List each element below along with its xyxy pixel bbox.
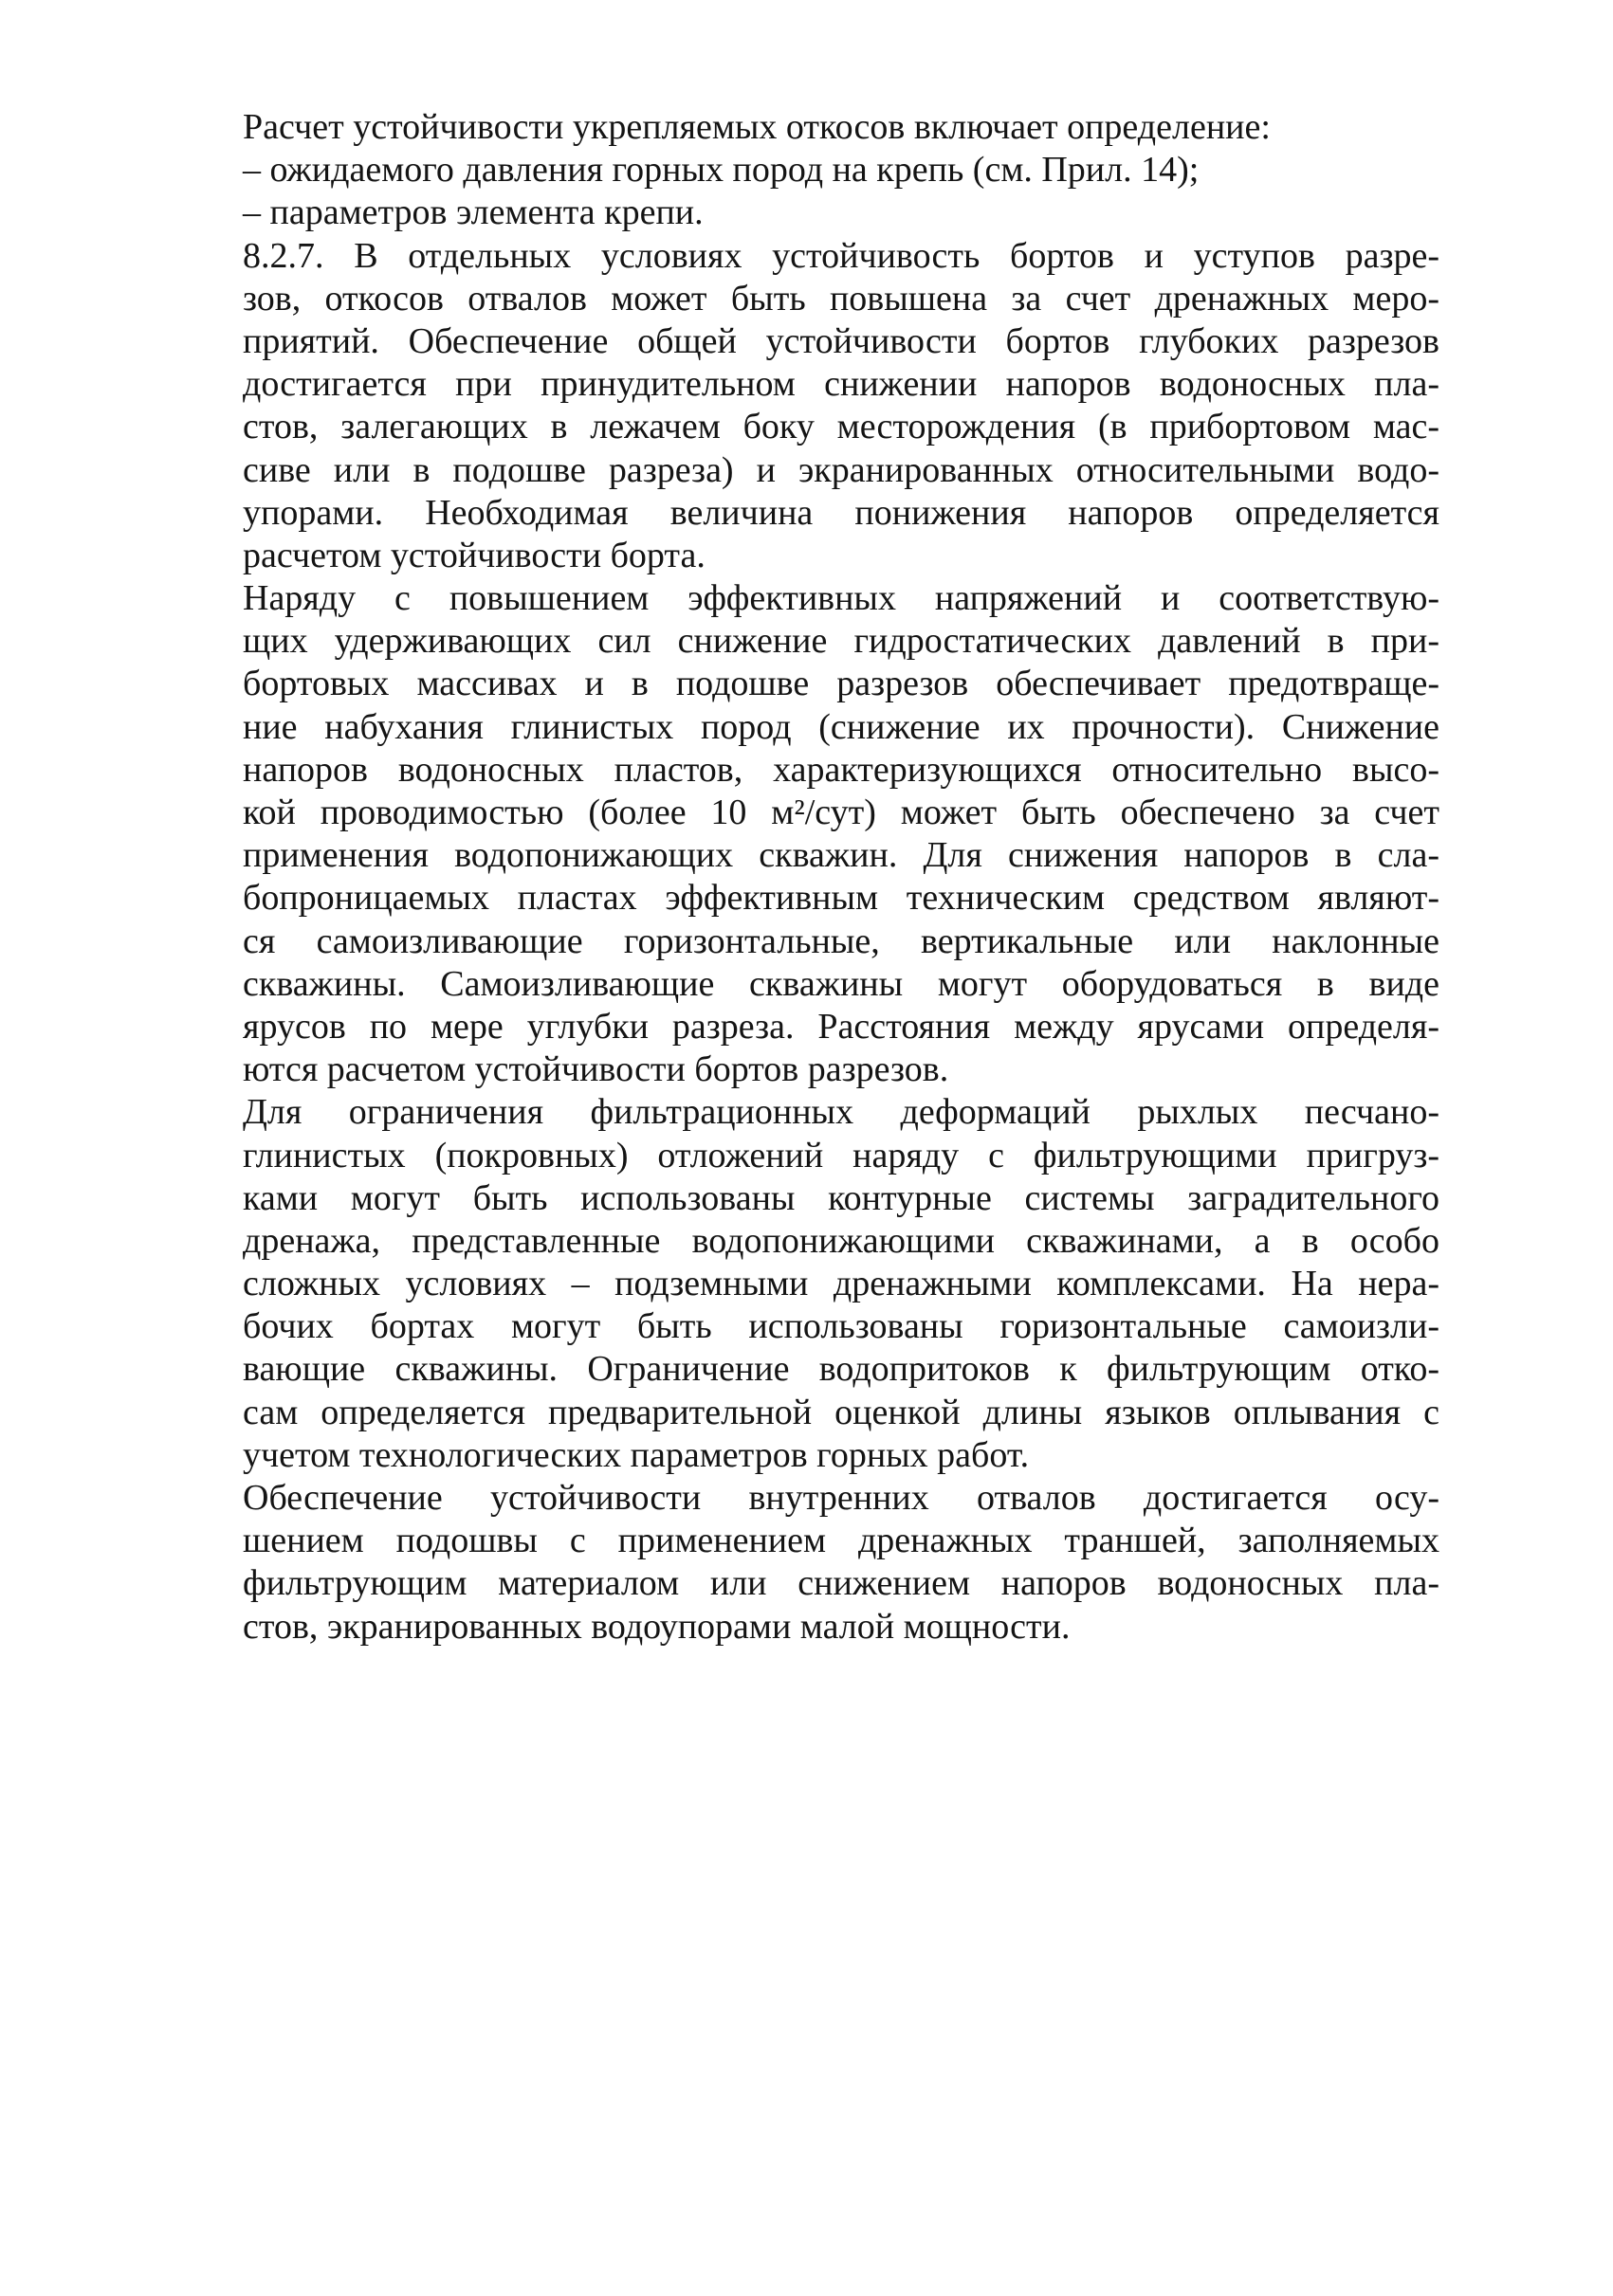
text-line: учетом технологических параметров горных работ.: [243, 1434, 1030, 1475]
paragraph-filtration: [243, 1091, 1439, 1477]
text-line: щих удерживающих сил снижение гидростатических давлений в при-: [243, 621, 1439, 662]
paragraph-internal-dumps: [243, 1477, 1439, 1649]
text-line: кой проводимостью (более 10 м²/сут) может быть обеспечено за счет: [243, 793, 1439, 832]
text-line: расчетом устойчивости борта.: [243, 535, 706, 575]
paragraph-hydrostatic: [243, 577, 1439, 1091]
text-line: приятий. Обеспечение общей устойчивости бортов глубоких разрезов: [243, 320, 1439, 361]
text-line: Расчет устойчивости укрепляемых откосов включает определение:: [243, 107, 1271, 147]
text-line: стов, залегающих в лежачем боку месторождения (в прибортовом мас-: [243, 407, 1439, 447]
text-line: сам определяется предварительной оценкой длины языков оплывания с: [243, 1392, 1439, 1432]
text-line: достигается при принудительном снижении напоров водоносных пла-: [243, 364, 1439, 405]
text-line: скважины. Самоизливающие скважины могут оборудоваться в виде: [243, 963, 1439, 1004]
text-line: напоров водоносных пластов, характеризующихся относительно высо-: [243, 749, 1439, 790]
text-line: ние набухания глинистых пород (снижение их прочности). Снижение: [243, 706, 1439, 747]
text-line: Наряду с повышением эффективных напряжений и соответствую-: [243, 578, 1439, 619]
text-line: стов, экранированных водоупорами малой мощности.: [243, 1606, 1071, 1647]
text-line: – ожидаемого давления горных пород на крепь (см. Прил. 14);: [243, 150, 1200, 191]
text-line: 8.2.7. В отдельных условиях устойчивость бортов и уступов разре-: [243, 235, 1439, 276]
text-line: фильтрующим материалом или снижением напоров водоносных пла-: [243, 1563, 1439, 1604]
text-line: зов, откосов отвалов может быть повышена за счет дренажных меро-: [243, 278, 1439, 319]
text-line: шением подошвы с применением дренажных траншей, заполняемых: [243, 1521, 1439, 1561]
text-line: бопроницаемых пластах эффективным техническим средством являют-: [243, 878, 1439, 919]
text-line: вающие скважины. Ограничение водопритоков к фильтрующим отко-: [243, 1349, 1439, 1390]
text-line: глинистых (покровных) отложений наряду с фильтрующими пригруз-: [243, 1135, 1439, 1175]
text-line: сложных условиях – подземными дренажными комплексами. На нера-: [243, 1264, 1439, 1304]
list-item-parameters: [243, 191, 1439, 234]
text-line: – параметров элемента крепи.: [243, 192, 704, 233]
text-line: бочих бортах могут быть использованы горизонтальные самоизли-: [243, 1306, 1439, 1347]
paragraph-intro: [243, 106, 1439, 149]
text-line: дренажа, представленные водопонижающими скважинами, а в особо: [243, 1220, 1439, 1261]
text-line: сиве или в подошве разреза) и экранированных относительными водо-: [243, 449, 1439, 490]
text-line: упорами. Необходимая величина понижения напоров определяется: [243, 492, 1439, 533]
paragraph-section-8-2-7: [243, 235, 1439, 578]
text-line: Обеспечение устойчивости внутренних отвалов достигается осу-: [243, 1478, 1439, 1518]
text-line: Для ограничения фильтрационных деформаций рыхлых песчано-: [243, 1092, 1439, 1133]
text-line: ярусов по мере углубки разреза. Расстояния между ярусами определя-: [243, 1006, 1439, 1047]
text-line: бортовых массивах и в подошве разрезов обеспечивает предотвраще-: [243, 664, 1439, 704]
text-line: ками могут быть использованы контурные системы заградительного: [243, 1177, 1439, 1218]
text-line: ся самоизливающие горизонтальные, вертикальные или наклонные: [243, 920, 1439, 961]
body-text: [243, 106, 1439, 1649]
text-line: применения водопонижающих скважин. Для снижения напоров в сла-: [243, 835, 1439, 876]
list-item-pressure: [243, 149, 1439, 191]
text-line: ются расчетом устойчивости бортов разрезов.: [243, 1049, 949, 1090]
